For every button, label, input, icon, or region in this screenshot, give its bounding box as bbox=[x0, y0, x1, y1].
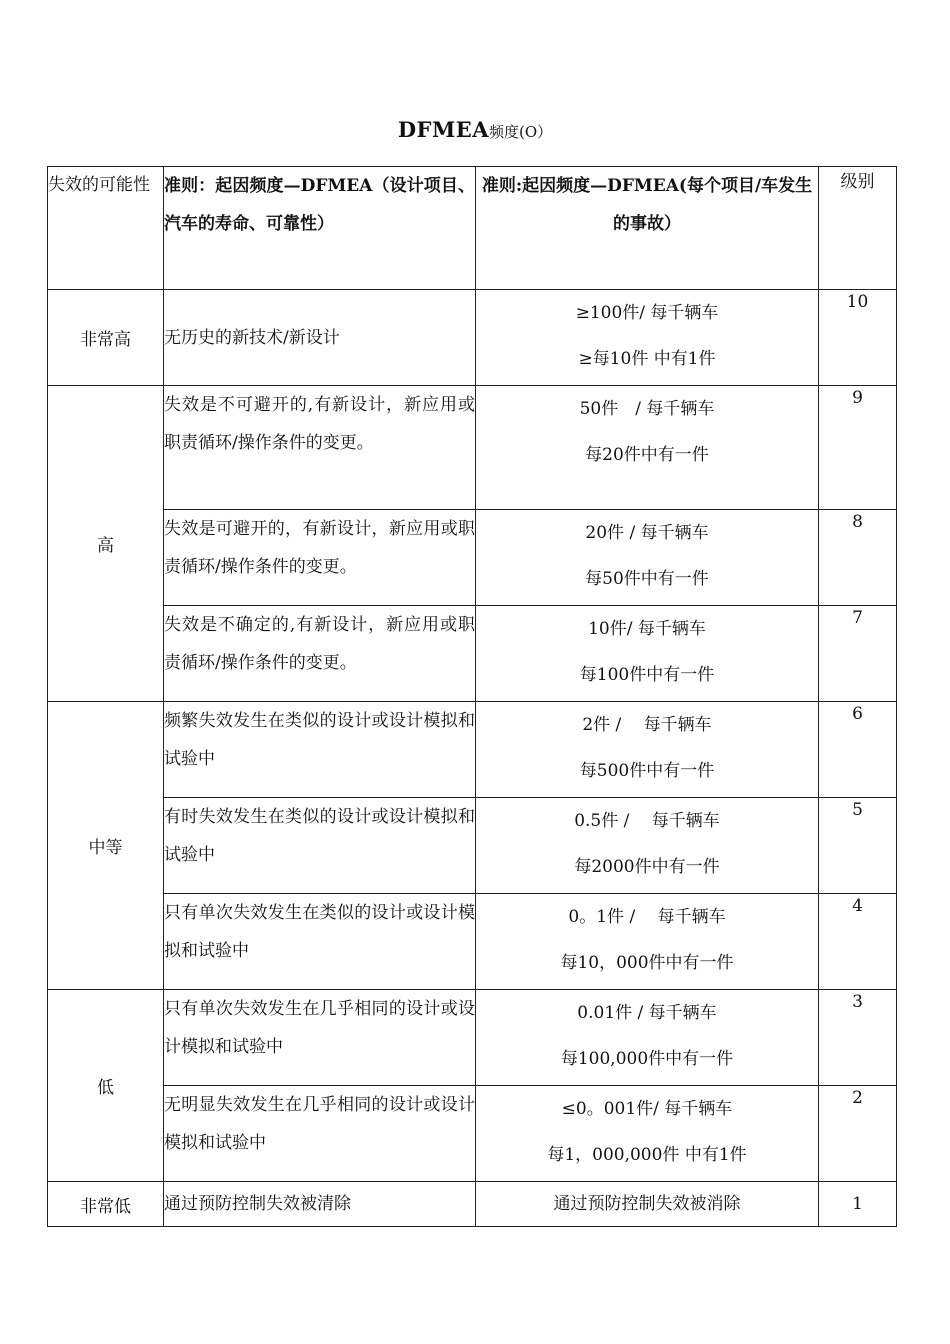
table-row bbox=[48, 1086, 897, 1182]
likelihood-moderate: 中等 bbox=[48, 702, 164, 990]
table-row bbox=[48, 702, 897, 798]
criteria-cell: 只有单次失效发生在几乎相同的设计或设计模拟和试验中 bbox=[164, 990, 476, 1086]
rank-cell: 6 bbox=[819, 702, 897, 798]
frequency-per-thousand: 0.01件 / 每千辆车 bbox=[577, 1003, 717, 1023]
frequency-per-thousand: ≥100件/ 每千辆车 bbox=[575, 303, 719, 323]
rank-cell: 1 bbox=[819, 1182, 897, 1227]
frequency-ratio: 每10，000件中有一件 bbox=[560, 953, 734, 973]
header-likelihood: 失效的可能性 bbox=[48, 167, 164, 290]
frequency-per-thousand: 0.5件 / 每千辆车 bbox=[574, 811, 720, 831]
frequency-ratio: 每2000件中有一件 bbox=[574, 857, 720, 877]
likelihood-very-high: 非常高 bbox=[48, 290, 164, 386]
criteria-cell: 无明显失效发生在几乎相同的设计或设计模拟和试验中 bbox=[164, 1086, 476, 1182]
frequency-cell bbox=[476, 606, 819, 702]
frequency-cell bbox=[476, 702, 819, 798]
frequency-cell bbox=[476, 894, 819, 990]
rank-cell: 7 bbox=[819, 606, 897, 702]
frequency-per-thousand: 通过预防控制失效被消除 bbox=[553, 1194, 741, 1214]
table-row bbox=[48, 894, 897, 990]
criteria-cell: 通过预防控制失效被清除 bbox=[164, 1182, 476, 1227]
frequency-cell bbox=[476, 990, 819, 1086]
frequency-ratio: 每500件中有一件 bbox=[579, 761, 715, 781]
table-row bbox=[48, 290, 897, 386]
criteria-cell: 频繁失效发生在类似的设计或设计模拟和试验中 bbox=[164, 702, 476, 798]
header-criteria-design: 准则：起因频度—DFMEA（设计项目、汽车的寿命、可靠性） bbox=[164, 167, 476, 290]
criteria-cell: 只有单次失效发生在类似的设计或设计模拟和试验中 bbox=[164, 894, 476, 990]
frequency-cell bbox=[476, 798, 819, 894]
table-row bbox=[48, 990, 897, 1086]
frequency-cell bbox=[476, 386, 819, 510]
criteria-cell: 失效是不确定的,有新设计，新应用或职责循环/操作条件的变更。 bbox=[164, 606, 476, 702]
criteria-cell: 有时失效发生在类似的设计或设计模拟和试验中 bbox=[164, 798, 476, 894]
header-criteria-incidents: 准则:起因频度—DFMEA(每个项目/车发生的事故） bbox=[476, 167, 819, 290]
frequency-per-thousand: 0。1件 / 每千辆车 bbox=[568, 907, 726, 927]
rank-cell: 9 bbox=[819, 386, 897, 510]
likelihood-high: 高 bbox=[48, 386, 164, 702]
frequency-per-thousand: ≤0。001件/ 每千辆车 bbox=[561, 1099, 733, 1119]
header-rank: 级别 bbox=[819, 167, 897, 290]
table-header-row bbox=[48, 167, 897, 290]
title-sub: 频度(O） bbox=[489, 123, 553, 141]
rank-cell: 8 bbox=[819, 510, 897, 606]
likelihood-low: 低 bbox=[48, 990, 164, 1182]
frequency-ratio: 每100件中有一件 bbox=[579, 665, 715, 685]
rank-cell: 10 bbox=[819, 290, 897, 386]
frequency-cell bbox=[476, 290, 819, 386]
criteria-cell: 无历史的新技术/新设计 bbox=[164, 290, 476, 386]
table-row bbox=[48, 510, 897, 606]
criteria-cell: 失效是不可避开的,有新设计，新应用或职责循环/操作条件的变更。 bbox=[164, 386, 476, 510]
frequency-per-thousand: 50件 / 每千辆车 bbox=[579, 399, 715, 419]
frequency-cell bbox=[476, 1182, 819, 1227]
table-row bbox=[48, 1182, 897, 1227]
frequency-ratio: 每50件中有一件 bbox=[585, 569, 709, 589]
table-row bbox=[48, 386, 897, 510]
page-title bbox=[0, 116, 950, 146]
frequency-cell bbox=[476, 1086, 819, 1182]
frequency-ratio: ≥每10件 中有1件 bbox=[578, 349, 716, 369]
rank-cell: 5 bbox=[819, 798, 897, 894]
frequency-per-thousand: 20件 / 每千辆车 bbox=[585, 523, 709, 543]
frequency-ratio: 每20件中有一件 bbox=[585, 445, 709, 465]
likelihood-very-low: 非常低 bbox=[48, 1182, 164, 1227]
rank-cell: 4 bbox=[819, 894, 897, 990]
frequency-per-thousand: 10件/ 每千辆车 bbox=[588, 619, 706, 639]
table-row bbox=[48, 798, 897, 894]
rank-cell: 2 bbox=[819, 1086, 897, 1182]
criteria-cell: 失效是可避开的，有新设计，新应用或职责循环/操作条件的变更。 bbox=[164, 510, 476, 606]
frequency-per-thousand: 2件 / 每千辆车 bbox=[582, 715, 712, 735]
table-row bbox=[48, 606, 897, 702]
frequency-ratio: 每100,000件中有一件 bbox=[560, 1049, 734, 1069]
frequency-ratio: 每1，000,000件 中有1件 bbox=[547, 1145, 747, 1165]
title-main: DFMEA bbox=[397, 117, 489, 142]
rank-cell: 3 bbox=[819, 990, 897, 1086]
occurrence-table bbox=[47, 166, 897, 1227]
frequency-cell bbox=[476, 510, 819, 606]
